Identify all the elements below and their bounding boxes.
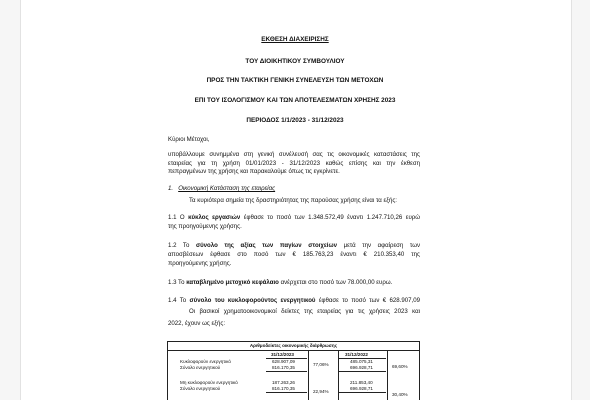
ratio-2023: 22,94% (313, 389, 329, 394)
para-1-1-line-2: της προηγούμενης χρήσης. (168, 223, 242, 230)
section-title: Οικονομική Κατάσταση της εταιρείας (178, 185, 276, 192)
period-heading: ΠΕΡΙΟΔΟΣ 1/1/2023 - 31/12/2023 (246, 117, 344, 124)
ratio-2022: 69,60% (392, 364, 408, 369)
row-label: Μη κυκλοφορούν ενεργητικό (180, 380, 238, 385)
section-heading (168, 185, 275, 193)
ratio-2023: 77,06% (313, 362, 329, 367)
para-1-4-line-2: Οι βασικοί χρηματοοικονομικοί δείκτες της εταιρείας για τις χρήσεις 2023 και (189, 308, 420, 315)
row-value-2023: 187.263,26 (272, 380, 295, 385)
board-heading: ΤΟΥ ΔΙΟΙΚΗΤΙΚΟΥ ΣΥΜΒΟΥΛΙΟΥ (245, 58, 345, 65)
para-1-2-line-2: αποσβέσεων έφθασε στο ποσό των € 185.763,23 έναντι € 210.353,40 της (168, 251, 420, 258)
share-capital-label: καταβλημένο μετοχικό κεφάλαιο (186, 279, 279, 286)
para-1-2-line-1: 1.2 Το σύνολο της αξίας των παγίων στοιχείων μετά την αφαίρεση των (168, 242, 420, 249)
intro-line-2: εταιρείας για τη χρήση 01/01/2023 - 31/12/2023 καθώς επίσης και την έκθεση (168, 159, 420, 167)
ratios-table (167, 341, 420, 400)
row-value-2022: 211.853,40 (350, 380, 373, 385)
row-label: Σύνολο ενεργητικού (180, 386, 221, 391)
para-1-4-line-1: 1.4 Το σύνολο του κυκλοφορούντος ενεργητικού έφθασε το ποσό των € 628.907,09 (168, 297, 420, 304)
column-divider (308, 351, 309, 400)
row-label: Κυκλοφορούν ενεργητικό (180, 359, 231, 364)
column-header-2023: 31/12/2023 (271, 352, 294, 357)
row-value-2023: 816.170,35 (272, 386, 295, 391)
intro-line-3: πεπραγμένων της χρήσης και παρακαλούμε όπως τις εγκρίνετε. (168, 168, 340, 176)
column-divider (387, 351, 388, 400)
table-header: Αριθμοδείκτες οικονομικής διάρθρωσης (168, 342, 419, 351)
para-1-4-line-3: 2022, έχουν ως εξής: (168, 320, 226, 327)
row-value-2023: 816.170,35 (272, 365, 295, 370)
para-1-2-line-3: προηγούμενης χρήσης. (168, 260, 232, 267)
sum-line (266, 371, 307, 372)
para-1-3: 1.3 Το καταβλημένο μετοχικό κεφάλαιο ανέρχεται στο ποσό των 78.000,00 ευρω. (168, 279, 393, 286)
section-number: 1. (168, 185, 174, 192)
para-1-1-line-1: 1.1 Ο κύκλος εργασιών έφθασε το ποσό των 1.348.572,49 έναντι 1.247.710,26 ευρώ (168, 214, 420, 221)
sum-line (339, 392, 386, 393)
column-header-2022: 31/12/2022 (345, 352, 368, 357)
row-label: Σύνολο ενεργητικού (180, 365, 221, 370)
row-value-2022: 696.928,71 (350, 365, 373, 370)
balance-heading: ΕΠΙ ΤΟΥ ΙΣΟΛΟΓΙΣΜΟΥ ΚΑΙ ΤΩΝ ΑΠΟΤΕΛΕΣΜΑΤΩΝ ΧΡΗΣΗΣ 2023 (194, 97, 396, 104)
key-points-text: Τα κυριότερα σημεία της δραστηριότητας της παρούσας χρήσης είναι τα εξής: (189, 197, 397, 204)
greeting: Κύριοι Μέτοχοι, (168, 136, 210, 143)
fixed-assets-label: σύνολο της αξίας των παγίων στοιχείων (195, 242, 338, 249)
sum-line (339, 371, 386, 372)
row-value-2022: 696.928,71 (350, 386, 373, 391)
row-value-2022: 485.075,31 (350, 359, 373, 364)
sum-line (266, 392, 307, 393)
assembly-heading: ΠΡΟΣ ΤΗΝ ΤΑΚΤΙΚΗ ΓΕΝΙΚΗ ΣΥΝΕΛΕΥΣΗ ΤΩΝ ΜΕΤΟΧΩΝ (206, 77, 384, 84)
current-assets-label: σύνολο του κυκλοφορούντος ενεργητικού (189, 297, 316, 304)
ratio-2022: 30,40% (392, 392, 408, 397)
intro-line-1: υποβάλλουμε συνημμένα στη γενική συνέλευσή σας τις οικονομικές καταστάσεις της (168, 151, 420, 158)
row-value-2023: 628.907,09 (272, 359, 295, 364)
report-title: ΕΚΘΕΣΗ ΔΙΑΧΕΙΡΙΣΗΣ (261, 36, 329, 43)
turnover-label: κύκλος εργασιών (188, 214, 241, 221)
